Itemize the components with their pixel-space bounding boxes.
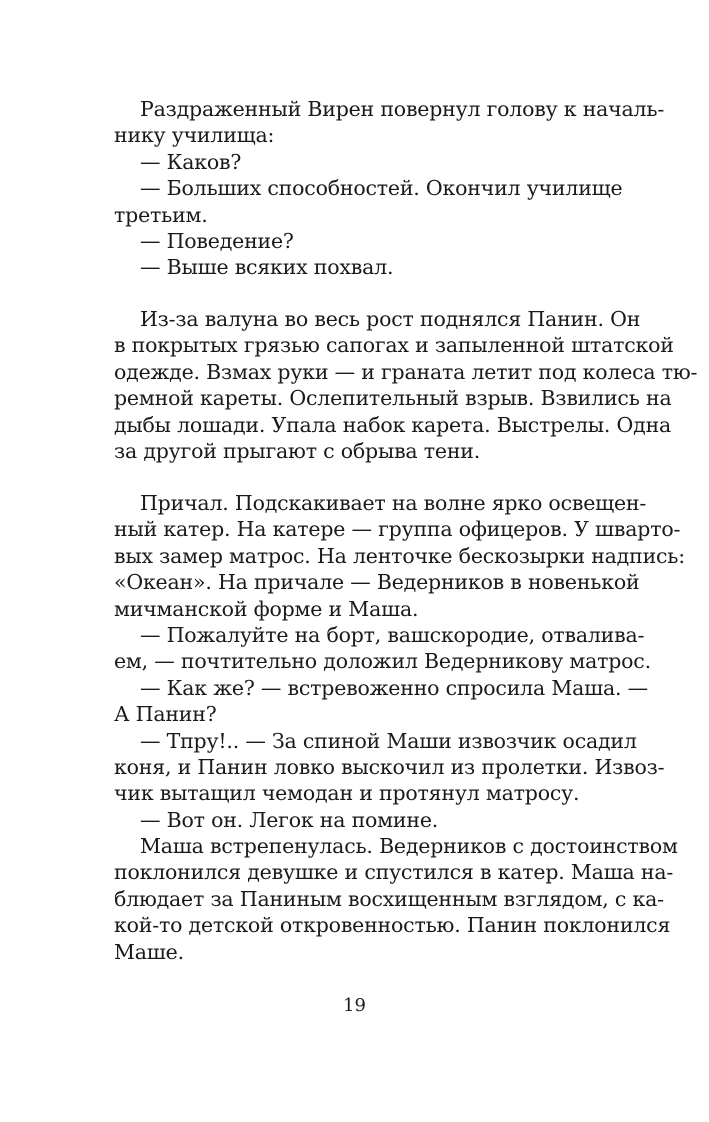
- text-line: блюдает за Паниным восхищенным взглядом, с ка-: [114, 886, 664, 911]
- paragraph: [114, 728, 665, 807]
- paragraph: [114, 807, 598, 833]
- text-line: нику училища:: [114, 123, 275, 148]
- text-line: — Как же? — встревоженно спросила Маша. —: [140, 675, 648, 700]
- text-line: Из-за валуна во весь рост поднялся Панин. Он: [140, 307, 641, 331]
- paragraph: [114, 833, 678, 965]
- page-number: 19: [343, 995, 366, 1016]
- text-line: в покрытых грязью сапогах и запыленной штатской: [114, 333, 674, 358]
- paragraph: [114, 622, 651, 675]
- text-line: ремной кареты. Ослепительный взрыв. Взвились на: [114, 386, 672, 411]
- text-line: мичманской форме и Маша.: [114, 596, 419, 621]
- text-line: — Каков?: [140, 149, 242, 174]
- text-line: чик вытащил чемодан и протянул матросу.: [114, 781, 580, 806]
- paragraph: [114, 96, 665, 149]
- paragraph: [114, 306, 698, 464]
- text-line: коня, и Панин ловко выскочил из пролетки. Извоз-: [114, 754, 665, 779]
- text-line: — Поведение?: [140, 228, 294, 253]
- text-line: одежде. Взмах руки — и граната летит под колеса тю-: [114, 359, 698, 384]
- text-line: «Океан». На причале — Ведерников в новенькой: [114, 570, 640, 595]
- text-line: кой-то детской откровенностью. Панин поклонился: [114, 913, 671, 938]
- text-line: — Выше всяких похвал.: [140, 255, 394, 280]
- text-section-1: [114, 96, 665, 281]
- text-line: вых замер матрос. На ленточке бескозырки надпись:: [114, 543, 685, 568]
- text-line: ем, — почтительно доложил Ведерникову матрос.: [114, 649, 651, 674]
- text-line: ный катер. На катере — группа офицеров. У шварто-: [114, 517, 681, 542]
- text-line: поклонился девушке и спустился в катер. Маша на-: [114, 860, 674, 885]
- text-line: — Пожалуйте на борт, вашскородие, отваливa-: [140, 622, 645, 647]
- text-line: Раздраженный Вирен повернул голову к началь-: [140, 97, 665, 121]
- paragraph: [114, 254, 598, 280]
- paragraph: [114, 228, 598, 254]
- paragraph: [114, 149, 598, 175]
- text-line: Причал. Подскакивает на волне ярко освещен-: [140, 491, 647, 515]
- text-section-2: [114, 306, 698, 464]
- text-line: третьим.: [114, 202, 208, 227]
- paragraph: [114, 175, 623, 228]
- text-line: Маше.: [114, 939, 184, 964]
- paragraph: [114, 675, 648, 728]
- text-line: дыбы лошади. Упала набок карета. Выстрелы. Одна: [114, 412, 672, 437]
- text-line: — Вот он. Легок на помине.: [140, 807, 439, 832]
- text-line: Маша встрепенулась. Ведерников с достоинством: [140, 834, 678, 859]
- text-line: — Больших способностей. Окончил училище: [140, 176, 623, 201]
- text-section-3: [114, 490, 685, 965]
- paragraph: [114, 490, 685, 622]
- text-line: за другой прыгают с обрыва тени.: [114, 438, 481, 463]
- text-line: А Панин?: [114, 702, 217, 727]
- text-line: — Тпру!.. — За спиной Маши извозчик осадил: [140, 728, 637, 753]
